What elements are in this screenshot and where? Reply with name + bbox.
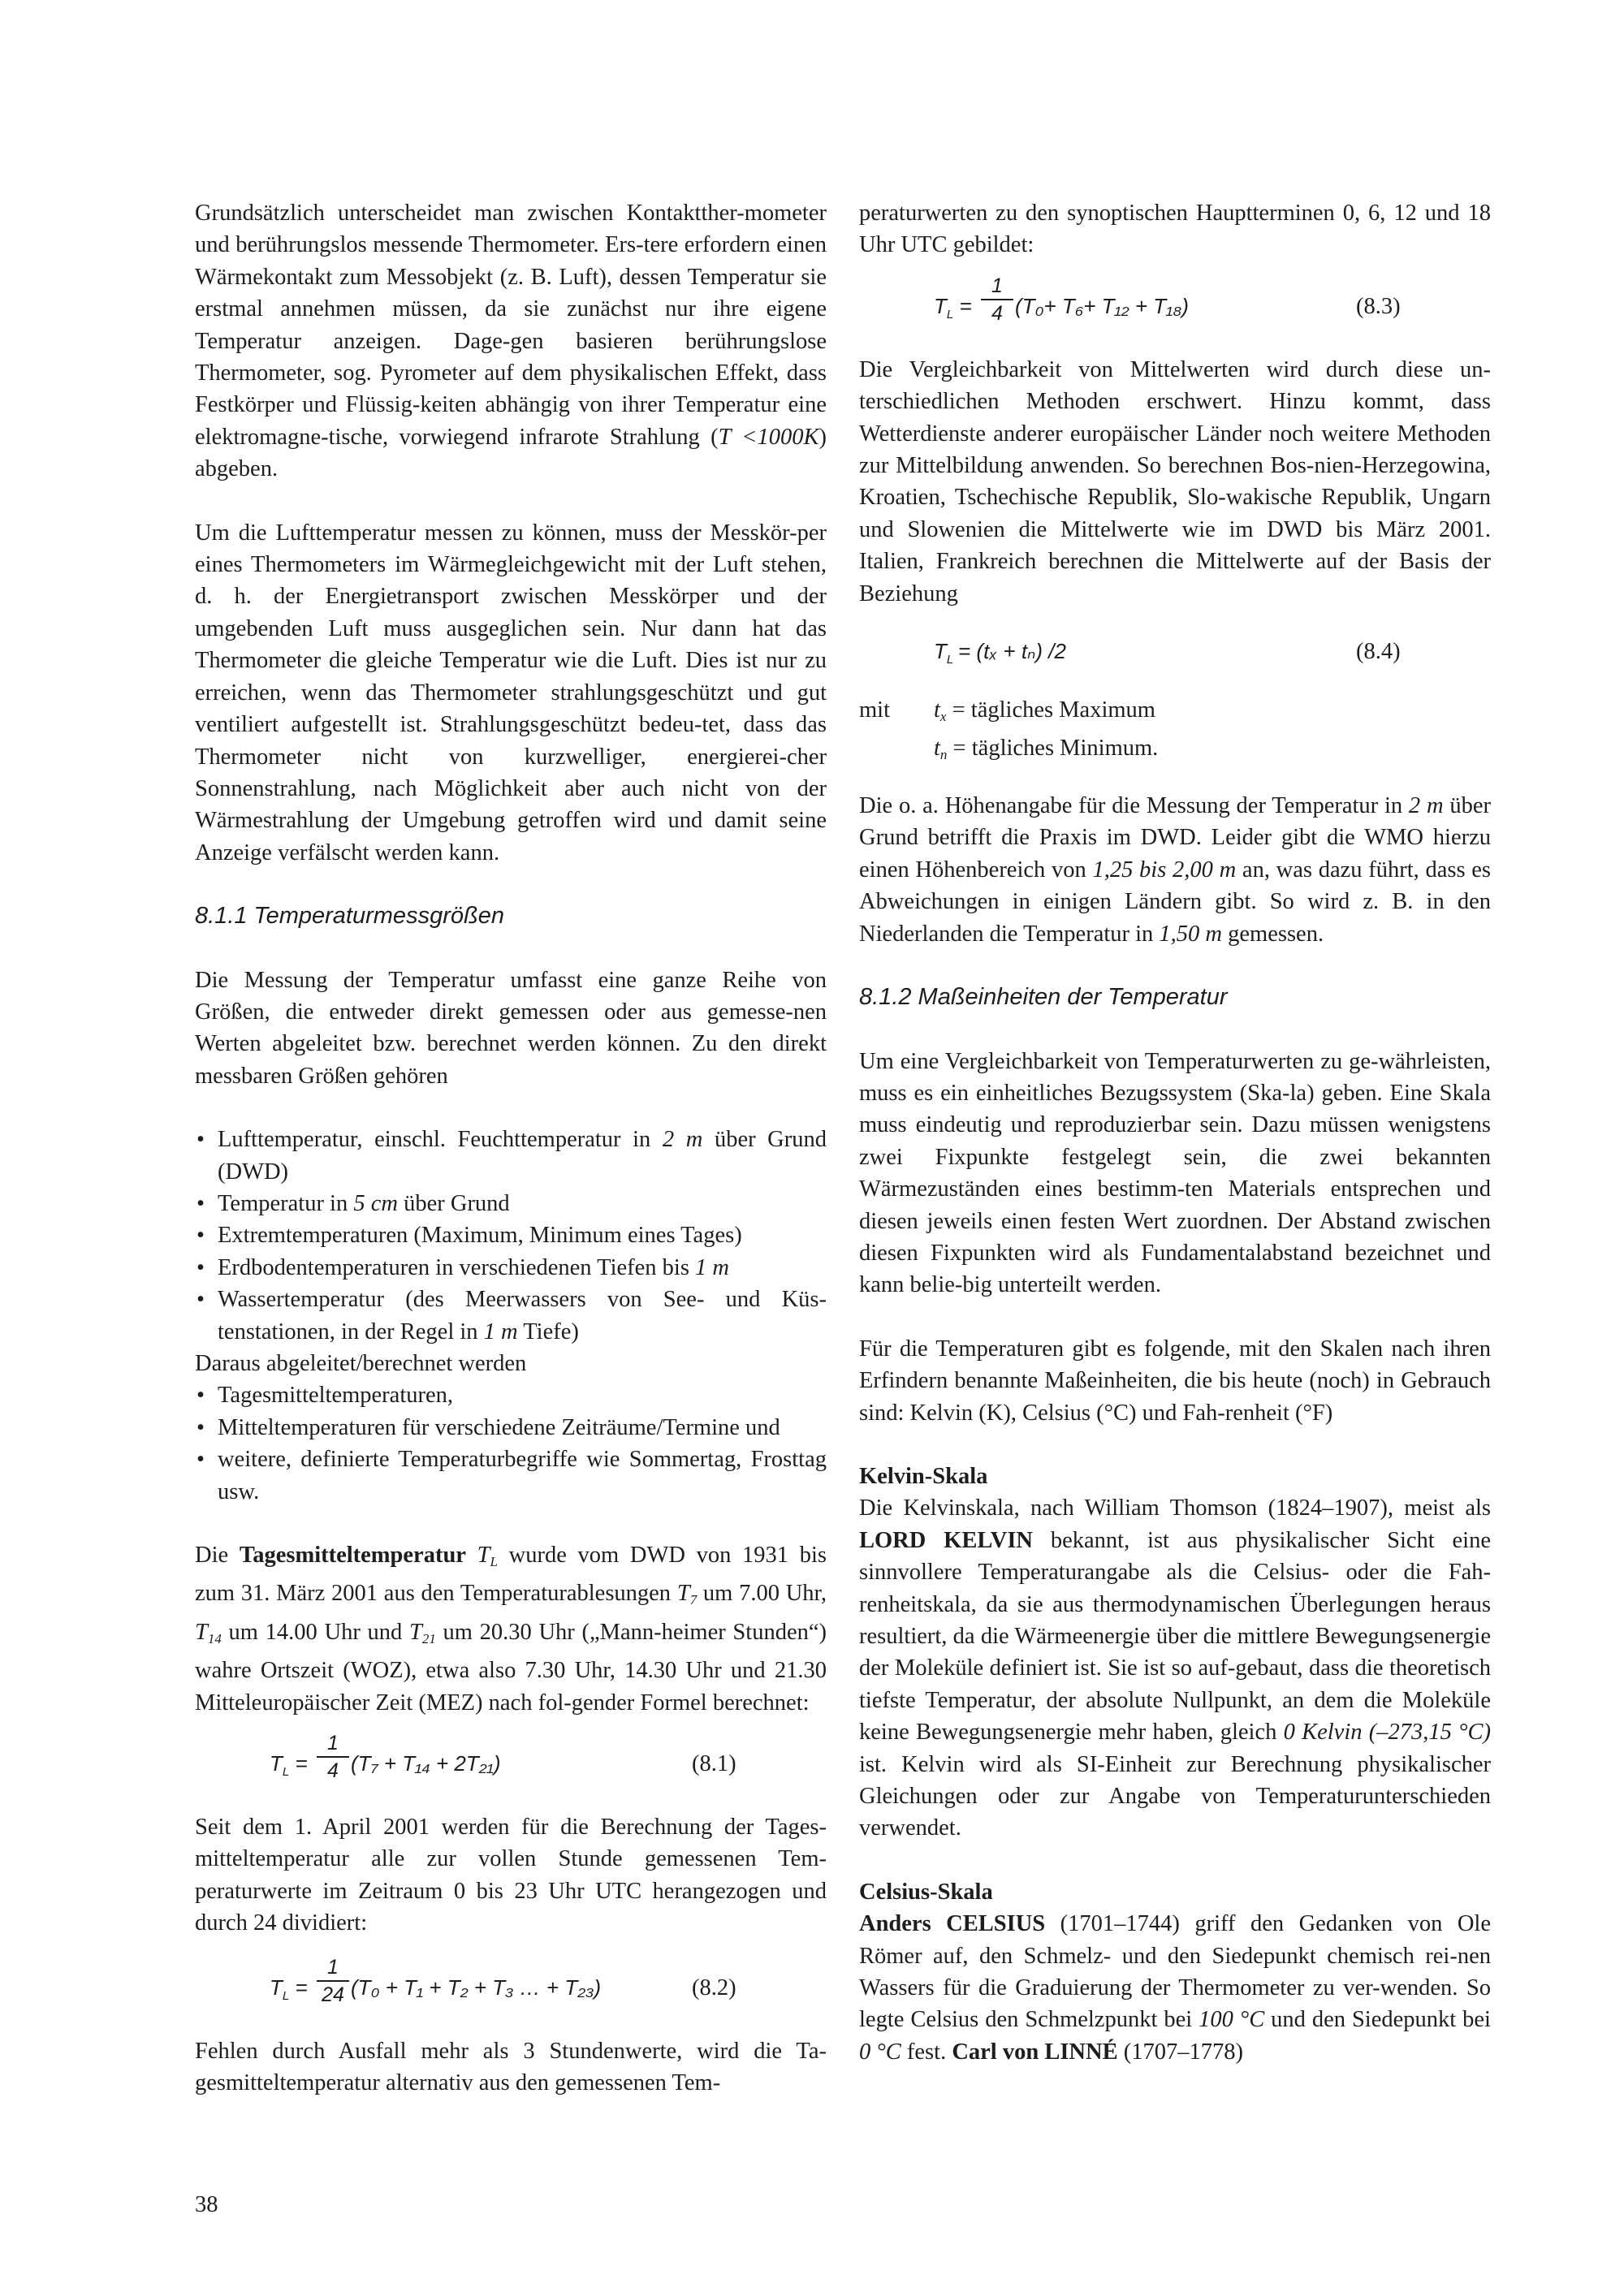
equation-8-3: $T_L$ = $\frac{1}{4}$ (T₀+ T₆+ T₁₂ + T₁₈) (8.3)	[934, 274, 1401, 325]
equation-number: (8.3)	[1356, 293, 1401, 319]
list-item: • Erdbodentemperaturen in verschiedenen Tiefen bis 1 m	[195, 1252, 827, 1284]
subheading-celsius: Celsius-Skala	[859, 1879, 993, 1905]
paragraph-scale: Um eine Vergleichbarkeit von Temperaturwerten zu ge-währleisten, muss es ein einheitliches Bezugssystem (Ska-la) geben. Eine Skala muss eindeutig und reproduzierbar sein. Dazu müssen wenigstens zwei Fixpunkte festgelegt sein, die zwei bekannten Wärmezuständen eines bestimm-ten Materials entsprechen und diesen jeweils einen festen Wert zuordnen. Der Abstand zwischen diesen Fixpunkten wird als Fundamentalabstand bezeichnet und kann belie-big unterteilt werden.	[859, 1048, 1491, 1298]
left-column	[195, 197, 827, 2131]
list-item: • Wassertemperatur (des Meerwassers von See- und Küs-tenstationen, in der Regel in 1 m Tiefe)	[195, 1284, 827, 1348]
paragraph-synoptic-terms: peraturwerten zu den synoptischen Hauptterminen 0, 6, 12 und 18 Uhr UTC gebildet:	[859, 201, 1491, 258]
list-item: • Tagesmitteltemperaturen,	[195, 1379, 827, 1411]
subheading-kelvin: Kelvin-Skala	[859, 1463, 988, 1489]
list-item: • Temperatur in 5 cm über Grund	[195, 1188, 827, 1219]
fraction: $\frac{1}{24}$	[317, 1954, 349, 2008]
page-number: 38	[195, 2192, 218, 2217]
list-item: • weitere, definierte Temperaturbegriffe wie Sommertag, Frosttag usw.	[195, 1444, 827, 1508]
paragraph-units: Für die Temperaturen gibt es folgende, mit den Skalen nach ihren Erfindern benannte Maßeinheiten, die bis heute (noch) in Gebrauch sind: Kelvin (K), Celsius (°C) und Fah-renheit (°F)	[859, 1336, 1491, 1426]
fraction: $\frac{1}{4}$	[317, 1730, 349, 1784]
right-column	[859, 197, 1491, 2068]
list-derived-quantities	[195, 1379, 827, 1508]
paragraph-air-temperature: Um die Lufttemperatur messen zu können, muss der Messkör-per eines Thermometers im Wärmegleichgewicht mit der Luft stehen, d. h. der Energietransport zwischen Messkörper und der umgebenden Luft muss ausgeglichen sein. Nur dann hat das Thermometer die gleiche Temperatur wie die Luft. Dies ist nur zu erreichen, wenn das Thermometer strahlungsgeschützt und gut ventiliert aufgestellt ist. Strahlungsgeschützt bedeu-tet, dass das Thermometer nicht von kurzwelliger, energierei-cher Sonnenstrahlung, nach Möglichkeit aber auch nicht von der Wärmestrahlung der Umgebung getroffen wird und damit seine Anzeige verfälscht werden kann.	[195, 520, 827, 865]
derived-label: Daraus abgeleitet/berechnet werden	[195, 1351, 527, 1376]
paragraph-missing-values: Fehlen durch Ausfall mehr als 3 Stundenwerte, wird die Ta-gesmitteltemperatur alternativ aus den gemessenen Tem-	[195, 2038, 827, 2096]
equation-8-2: $T_L$ = $\frac{1}{24}$ (T₀ + T₁ + T₂ + T₃ … + T₂₃) (8.2)	[270, 1955, 736, 2006]
equation-8-1: $T_L$ = $\frac{1}{4}$ (T₇ + T₁₄ + 2T₂₁) (8.1)	[270, 1732, 736, 1783]
fraction: $\frac{1}{4}$	[981, 273, 1013, 326]
paragraph-daily-mean: Die Tagesmitteltemperatur $T_L$ wurde vom DWD von 1931 bis zum 31. März 2001 aus den Temperaturablesungen $T_7$ um 7.00 Uhr, $T_{14}$ um 14.00 Uhr und $T_{21}$ um 20.30 Uhr („Mann-heimer Stunden“) wahre Ortszeit (WOZ), etwa also 7.30 Uhr, 14.30 Uhr und 21.30 Mitteleuropäischer Zeit (MEZ) nach fol-gender Formel berechnet:	[195, 1543, 827, 1716]
equation-number: (8.2)	[692, 1974, 736, 2000]
definition-max: $t_x$ = tägliches Maximum	[934, 697, 1155, 725]
equation-number: (8.4)	[1356, 639, 1401, 665]
section-heading-8-1-2: 8.1.2 Maßeinheiten der Temperatur	[859, 984, 1228, 1011]
definition-min: $t_n$ = tägliches Minimum.	[934, 736, 1159, 763]
list-direct-quantities	[195, 1124, 827, 1348]
paragraph-comparability: Die Vergleichbarkeit von Mittelwerten wird durch diese un-terschiedlichen Methoden erschwert. Hinzu kommt, dass Wetterdienste anderer europäischer Länder noch weitere Methoden zur Mittelbildung anwenden. So berechnen Bos-nien-Herzegowina, Kroatien, Tschechische Republik, Slo-wakische Republik, Ungarn und Slowenien die Mittelwerte wie im DWD bis März 2001. Italien, Frankreich berechnen die Mittelwerte auf der Basis der Beziehung	[859, 356, 1491, 606]
equation-number: (8.1)	[692, 1751, 736, 1777]
list-item: • Mitteltemperaturen für verschiedene Zeiträume/Termine und	[195, 1412, 827, 1444]
paragraph-celsius: Anders CELSIUS (1701–1744) griff den Gedanken von Ole Römer auf, den Schmelz- und den Siedepunkt chemisch rei-nen Wassers für die Graduierung der Thermometer zu ver-wenden. So legte Celsius den Schmelzpunkt bei 100 °C und den Siedepunkt bei 0 °C fest. Carl von LINNÉ (1707–1778)	[859, 1911, 1491, 2065]
paragraph-contact-thermometers: Grundsätzlich unterscheidet man zwischen Kontaktther-mometer und berührungslos messende Thermometer. Ers-tere erfordern einen Wärmekontakt zum Messobjekt (z. B. Luft), dessen Temperatur sie erstmal annehmen müssen, da sie zunächst nur ihre eigene Temperatur anzeigen. Dage-gen basieren berührungslose Thermometer, sog. Pyrometer auf dem physikalischen Effekt, dass Festkörper und Flüssig-keiten abhängig von ihrer Temperatur eine elektromagne-tische, vorwiegend infrarote Strahlung (T <1000K) abgeben.	[195, 201, 827, 482]
list-item: • Extremtemperaturen (Maximum, Minimum eines Tages)	[195, 1219, 827, 1251]
equation-8-4: $T_L$ = (tₓ + tₙ) /2 (8.4)	[859, 626, 1491, 676]
paragraph-height-note: Die o. a. Höhenangabe für die Messung der Temperatur in 2 m über Grund betrifft die Praxis im DWD. Leider gibt die WMO hierzu einen Höhenbereich von 1,25 bis 2,00 m an, was dazu führt, dass es Abweichungen in einigen Ländern gibt. So wird z. B. in den Niederlanden die Temperatur in 1,50 m gemessen.	[859, 793, 1492, 947]
paragraph-hourly-mean: Seit dem 1. April 2001 werden für die Berechnung der Tages-mitteltemperatur alle zur vollen Stunde gemessenen Tem-peraturwerte im Zeitraum 0 bis 23 Uhr UTC herangezogen und durch 24 dividiert:	[195, 1815, 827, 1936]
variable-definitions: mit $t_x$ = tägliches Maximum $t_n$ = tägliches Minimum.	[859, 694, 1491, 759]
paragraph-measured-quantities: Die Messung der Temperatur umfasst eine ganze Reihe von Größen, die entweder direkt gemessen oder aus gemesse-nen Werten abgeleitet bzw. berechnet werden können. Zu den direkt messbaren Größen gehören	[195, 967, 827, 1089]
section-heading-8-1-1: 8.1.1 Temperaturmessgrößen	[195, 903, 504, 930]
list-item: • Lufttemperatur, einschl. Feuchttemperatur in 2 m über Grund (DWD)	[195, 1124, 827, 1188]
paragraph-kelvin: Die Kelvinskala, nach William Thomson (1824–1907), meist als LORD KELVIN bekannt, ist aus physikalischer Sicht eine sinnvollere Temperaturangabe als die Celsius- oder die Fah-renheitskala, da sie aus thermodynamischen Überlegungen heraus resultiert, da die Wärmeenergie über die mittlere Bewegungsenergie der Moleküle definiert ist. Sie ist so auf-gebaut, dass die theoretisch tiefste Temperatur, der absolute Nullpunkt, an dem die Moleküle keine Bewegungsenergie mehr haben, gleich 0 Kelvin (–273,15 °C) ist. Kelvin wird als SI-Einheit zur Berechnung physikalischer Gleichungen oder zur Angabe von Temperaturunterschieden verwendet.	[859, 1495, 1491, 1841]
